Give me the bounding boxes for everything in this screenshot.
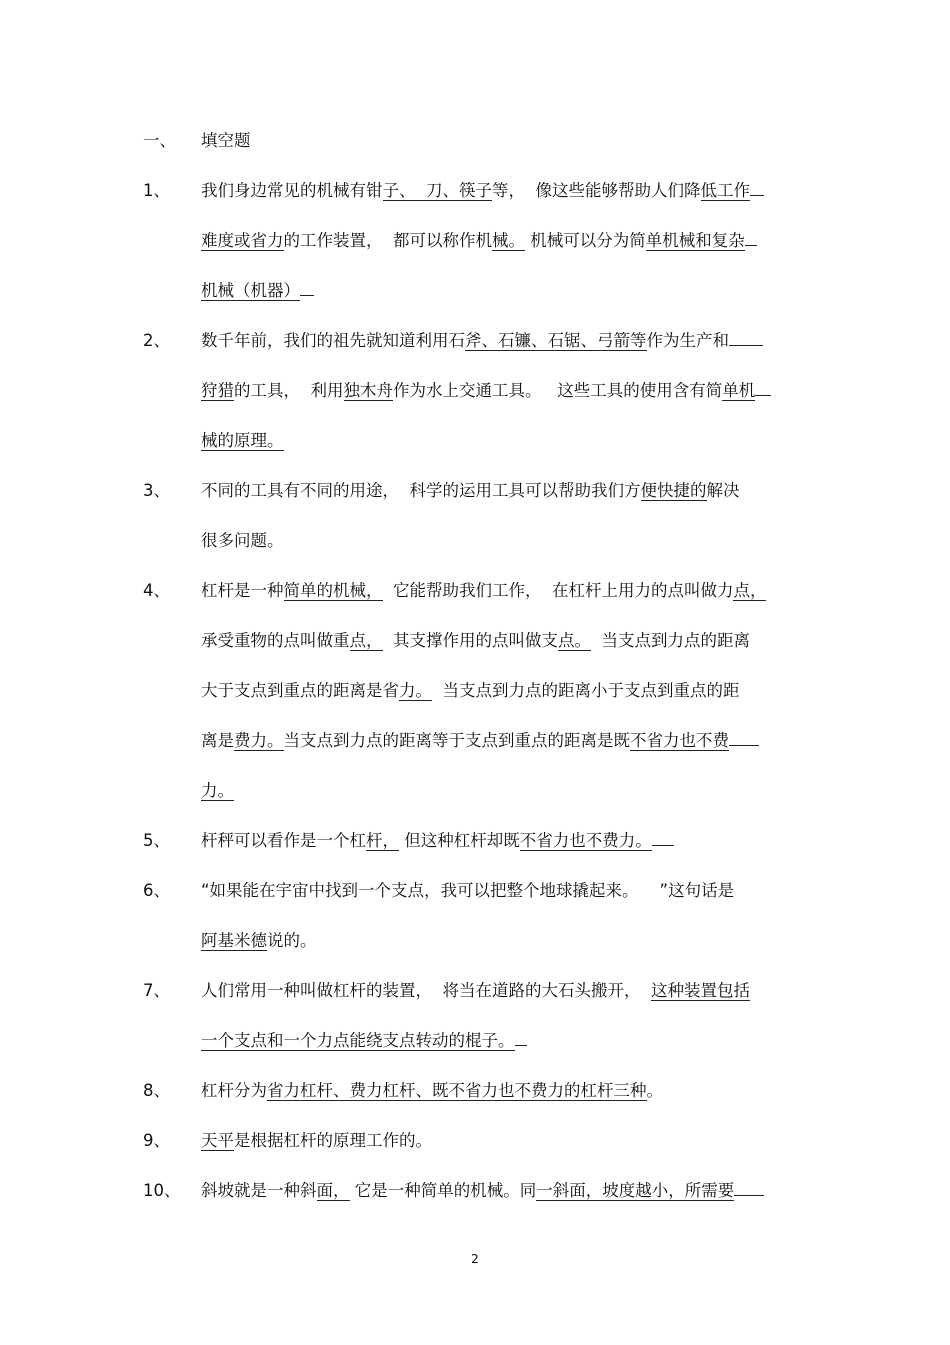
answer-blank: 械的原理。 (201, 431, 284, 450)
answer-blank: 这种装置包括 (650, 981, 750, 1000)
answer-blank: 一个支点和一个力点能绕支点转动的棍子。 (201, 1031, 515, 1050)
blank-line (729, 345, 763, 346)
text: 等， 像这些能够帮助人们降 (492, 181, 701, 200)
q1-line2 (0, 226, 950, 256)
text: 很多问题。 (201, 531, 284, 550)
answer-blank: 简单的机械， (283, 581, 383, 600)
text: 当支点到力点的距离小于支点到重点的距 (432, 681, 740, 700)
blank-line (755, 395, 771, 396)
text: 当支点到力点的距离 (591, 631, 750, 650)
q10-number: 10、 (143, 1181, 181, 1200)
text: 我们身边常见的机械有钳 (201, 181, 383, 200)
q7-line2 (0, 1026, 950, 1056)
q4-line4 (0, 726, 950, 756)
answer-blank: 械。 (492, 231, 525, 250)
text: 人们常用一种叫做杠杆的装置， 将当在道路的大石头搬开， (201, 981, 651, 1000)
q2-line2 (0, 376, 950, 406)
answer-blank: 狩猎 (201, 381, 234, 400)
text: 作为生产和 (646, 331, 729, 350)
text: 杠杆分为 (201, 1081, 267, 1100)
text: 的工作装置， 都可以称作机 (283, 231, 492, 250)
text: “如果能在宇宙中找到一个支点，我可以把整个地球撬起来。 ”这句话是 (201, 881, 735, 900)
heading-number: 一、 (143, 131, 176, 150)
blank-line (652, 845, 674, 846)
q5-number: 5、 (143, 831, 170, 850)
q6-line2 (0, 926, 950, 956)
text: 当支点到力点的距离等于支点到重点的距离是既 (283, 731, 630, 750)
q4-number: 4、 (143, 581, 170, 600)
q2-line3 (0, 426, 950, 456)
answer-blank: 低工作 (700, 181, 750, 200)
answer-blank: 单机 (722, 381, 756, 400)
q2-number: 2、 (143, 331, 170, 350)
answer-blank: 点， (733, 581, 767, 600)
text: 。 (646, 1081, 663, 1100)
q3-line1 (0, 476, 950, 506)
answer-blank: 子、 刀、筷子 (382, 181, 492, 200)
blank-line (745, 245, 757, 246)
answer-blank: 面， (316, 1181, 350, 1200)
text: 承受重物的点叫做重 (201, 631, 350, 650)
text: 说的。 (267, 931, 317, 950)
q4-line5 (0, 776, 950, 806)
text: 离是 (201, 731, 234, 750)
answer-blank: 阿基米德 (201, 931, 267, 950)
q1-line3 (0, 276, 950, 306)
answer-blank: 不省力也不费力。 (519, 831, 652, 850)
text: 它能帮助我们工作， 在杠杆上用力的点叫做力 (382, 581, 734, 600)
q10-line1 (0, 1176, 950, 1206)
text: 但这种杠杆却既 (399, 831, 520, 850)
text: 作为水上交通工具。 这些工具的使用含有简 (393, 381, 723, 400)
answer-blank: 独木舟 (343, 381, 393, 400)
answer-blank: 不省力也不费 (630, 731, 729, 750)
blank-line (515, 1045, 527, 1046)
q2-line1 (0, 326, 950, 356)
blank-line (300, 295, 314, 296)
answer-blank: 点。 (558, 631, 591, 650)
text: 它是一种简单的机械。同 (349, 1181, 537, 1200)
section-heading (0, 126, 950, 156)
text: 其支撑作用的点叫做支 (382, 631, 558, 650)
text: 大于支点到重点的距离是省 (201, 681, 399, 700)
text: 数千年前，我们的祖先就知道利用石 (201, 331, 465, 350)
text: 是根据杠杆的原理工作的。 (234, 1131, 432, 1150)
answer-blank: 便快捷的 (640, 481, 707, 500)
answer-blank: 天平 (201, 1131, 234, 1150)
text: 杆秤可以看作是一个杠 (201, 831, 366, 850)
text: 杠杆是一种 (201, 581, 284, 600)
answer-blank: 力。 (399, 681, 432, 700)
text: 的工具， 利用 (234, 381, 344, 400)
answer-blank: 力。 (201, 781, 234, 800)
page-number: 2 (471, 1252, 479, 1266)
text: 机械可以分为简 (525, 231, 646, 250)
answer-blank: 斧、石镰、石锯、弓箭等 (465, 331, 647, 350)
q8-number: 8、 (143, 1081, 170, 1100)
q7-line1 (0, 976, 950, 1006)
answer-blank: 单机械和复杂 (645, 231, 745, 250)
q4-line2 (0, 626, 950, 656)
blank-line (734, 1195, 764, 1196)
q1-number: 1、 (143, 181, 170, 200)
q7-number: 7、 (143, 981, 170, 1000)
q5-line1 (0, 826, 950, 856)
blank-line (750, 195, 764, 196)
text: 解决 (706, 481, 740, 500)
blank-line (729, 745, 759, 746)
q4-line3 (0, 676, 950, 706)
q6-number: 6、 (143, 881, 170, 900)
q3-number: 3、 (143, 481, 170, 500)
q8-line1 (0, 1076, 950, 1106)
q9-number: 9、 (143, 1131, 170, 1150)
answer-blank: 杆， (366, 831, 399, 850)
heading-text: 填空题 (201, 131, 251, 150)
answer-blank: 省力杠杆、费力杠杆、既不省力也不费力的杠杆三种 (267, 1081, 647, 1100)
answer-blank: 点， (349, 631, 383, 650)
q6-line1 (0, 876, 950, 906)
q9-line1 (0, 1126, 950, 1156)
answer-blank: 一斜面，坡度越小，所需要 (536, 1181, 735, 1200)
q4-line1 (0, 576, 950, 606)
text: 斜坡就是一种斜 (201, 1181, 317, 1200)
answer-blank: 机械（机器） (201, 281, 300, 300)
text: 不同的工具有不同的用途， 科学的运用工具可以帮助我们方 (201, 481, 641, 500)
q3-line2 (0, 526, 950, 556)
q1-line1 (0, 176, 950, 206)
answer-blank: 难度或省力 (201, 231, 284, 250)
answer-blank: 费力。 (234, 731, 284, 750)
